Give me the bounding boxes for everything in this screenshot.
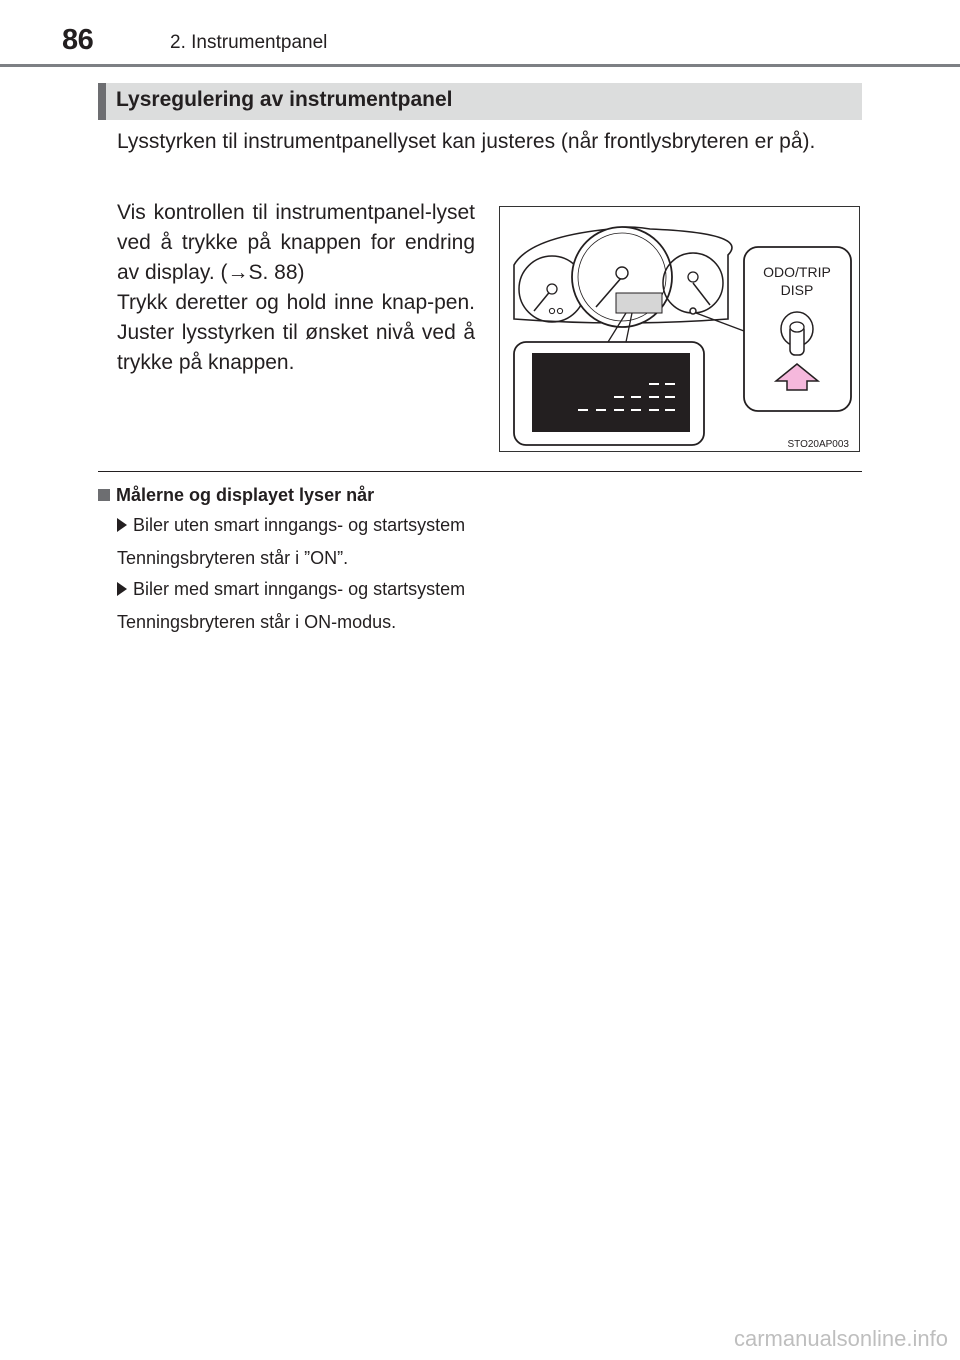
button-label-line2: DISP: [780, 282, 814, 298]
page-reference-link[interactable]: S. 88): [248, 261, 305, 284]
chapter-title: 2. Instrumentpanel: [170, 32, 328, 53]
speedometer-pivot: [616, 267, 628, 279]
button-callout-line: [696, 313, 744, 331]
section-accent: [98, 83, 106, 120]
left-indicator-1: [549, 308, 554, 313]
figure-code: STO20AP003: [787, 439, 849, 450]
notes-heading: [98, 485, 374, 506]
section-divider: [98, 471, 862, 472]
triangle-bullet-icon: [117, 582, 127, 596]
center-display: [616, 293, 662, 313]
condition-item-1: [117, 515, 465, 536]
note-text-1: Tenningsbryteren står i ”ON”.: [117, 548, 349, 568]
triangle-bullet-icon: [117, 518, 127, 532]
square-bullet-icon: [98, 489, 110, 501]
instructions-text: Vis kontrollen til instrumentpanel-lyset ved å trykke på knappen for endring av display. (: [117, 201, 475, 284]
button-label-line1: ODO/TRIP: [763, 264, 831, 280]
right-gauge-pivot: [688, 272, 698, 282]
footer-watermark: carmanualsonline.info: [733, 1326, 948, 1351]
button-top: [790, 322, 804, 332]
instructions-text-2: Trykk deretter og hold inne knap-pen. Juster lysstyrken til ønsket nivå ved å trykke på knappen.: [117, 291, 475, 374]
condition-text-2: Biler med smart inngangs- og startsystem: [133, 579, 466, 599]
page-number: 86: [62, 24, 94, 56]
note-text-2: Tenningsbryteren står i ON-modus.: [117, 612, 397, 632]
condition-item-2: [117, 579, 465, 600]
paragraph-brightness: Lysstyrken til instrumentpanellyset kan justeres (når frontlysbryteren er på).: [117, 130, 816, 153]
left-indicator-2: [557, 308, 562, 313]
right-gauge-needle: [693, 283, 710, 305]
odo-trip-knob: [690, 308, 696, 314]
instrument-panel-figure: [499, 206, 860, 452]
notes-heading-text: Målerne og displayet lyser når: [116, 485, 375, 505]
reference-arrow: →: [227, 261, 249, 284]
header-rule: [0, 64, 960, 67]
condition-text-1: Biler uten smart inngangs- og startsystem: [133, 515, 466, 535]
display-zoom-screen: [532, 353, 690, 432]
section-heading-bar: [98, 83, 862, 120]
section-title: Lysregulering av instrumentpanel: [116, 88, 453, 111]
paragraph-instructions: [117, 198, 475, 378]
instrument-cluster-illustration: [500, 207, 859, 451]
left-gauge-pivot: [547, 284, 557, 294]
